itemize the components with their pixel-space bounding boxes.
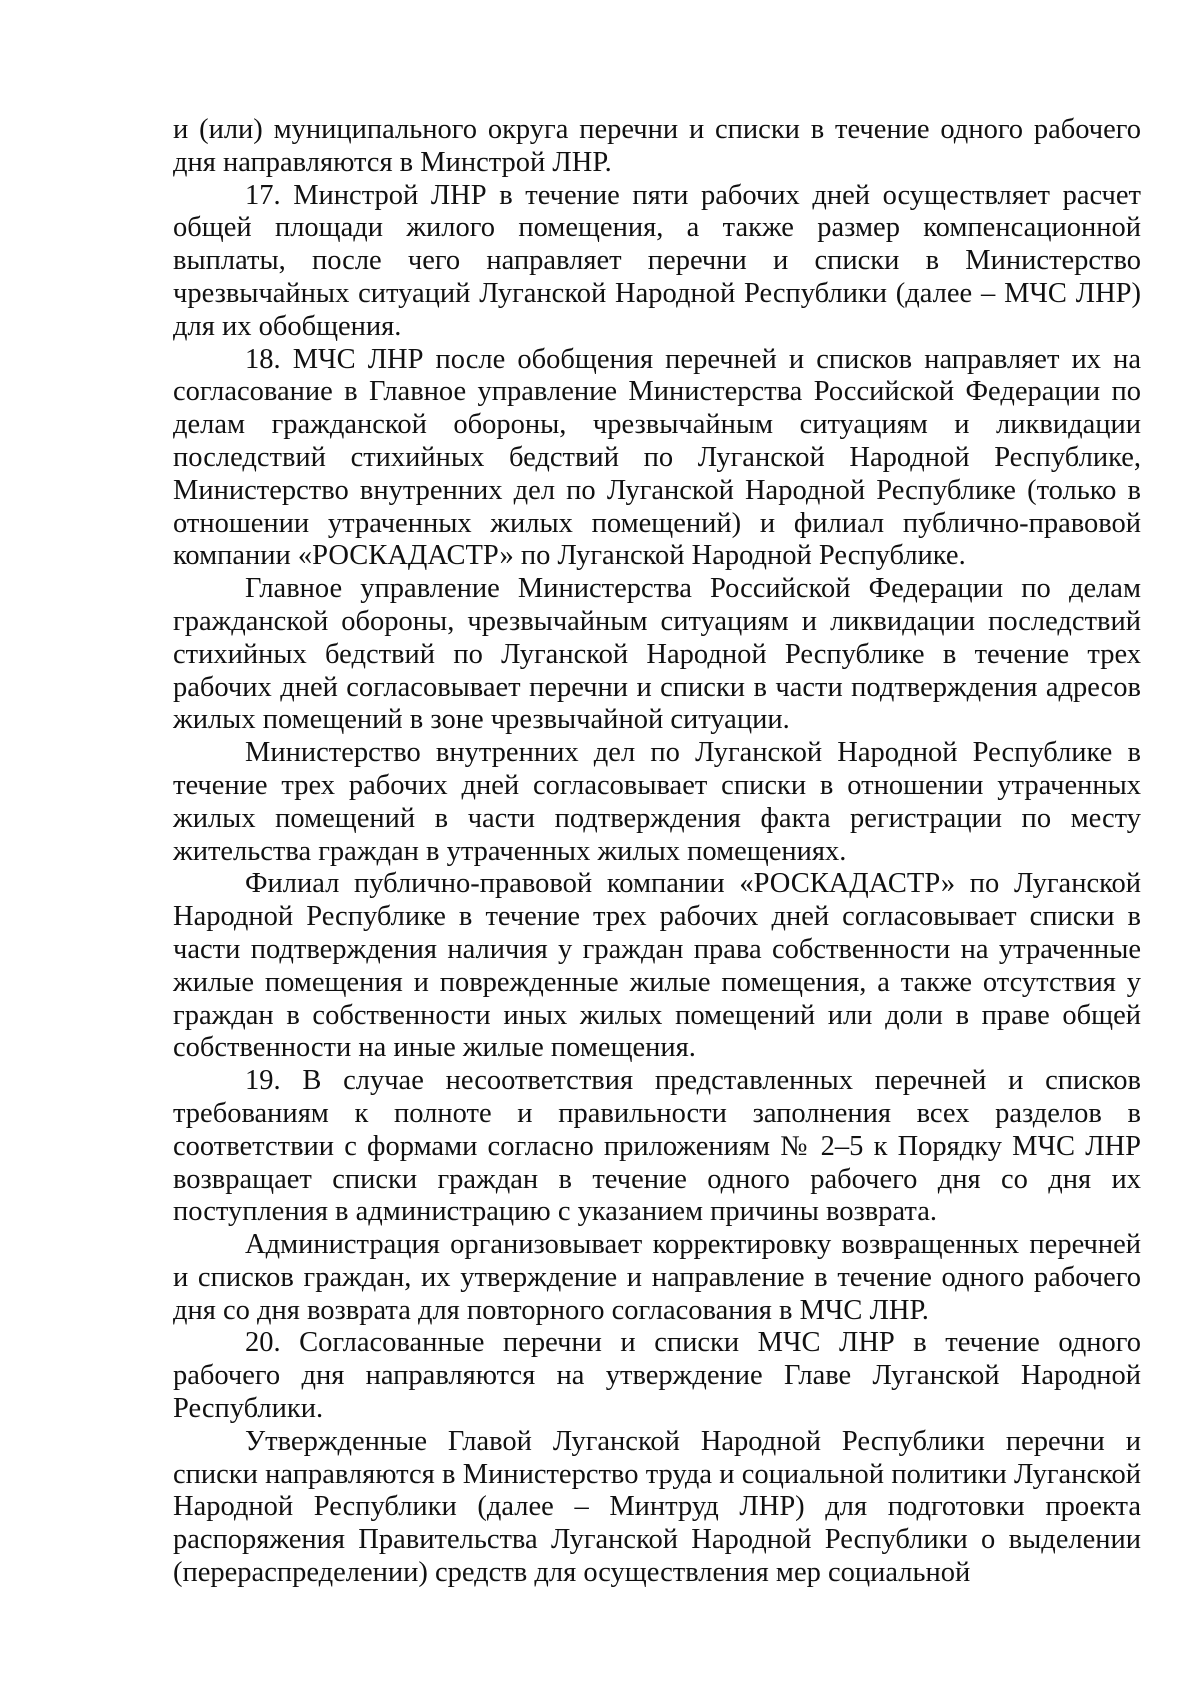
paragraph-item-20: 20. Согласованные перечни и списки МЧС ЛНР в течение одного рабочего дня направляются на утверждение Главе Луганской Народной Республики. bbox=[173, 1327, 1141, 1425]
paragraph-item-18: 18. МЧС ЛНР после обобщения перечней и списков направляет их на согласование в Главное управление Министерства Российской Федерации по делам гражданской обороны, чрезвычайным ситуациям и ликвидации последствий стихийных бедствий по Луганской Народной Республике, Министерство внутренних дел по Луганской Народной Республике (только в отношении утраченных жилых помещений) и филиал публично-правовой компании «РОСКАДАСТР» по Луганской Народной Республике. bbox=[173, 343, 1141, 572]
paragraph-emergency-directorate: Главное управление Министерства Российской Федерации по делам гражданской обороны, чрезвычайным ситуациям и ликвидации последствий стихийных бедствий по Луганской Народной Республике в течение трех рабочих дней согласовывает перечни и списки в части подтверждения адресов жилых помещений в зоне чрезвычайной ситуации. bbox=[173, 573, 1141, 736]
paragraph-item-17: 17. Минстрой ЛНР в течение пяти рабочих дней осуществляет расчет общей площади жилого помещения, а также размер компенсационной выплаты, после чего направляет перечни и списки в Министерство чрезвычайных ситуаций Луганской Народной Республики (далее – МЧС ЛНР) для их обобщения. bbox=[173, 179, 1141, 342]
paragraph-interior-ministry: Министерство внутренних дел по Луганской Народной Республике в течение трех рабочих дней согласовывает списки в отношении утраченных жилых помещений в части подтверждения факта регистрации по месту жительства граждан в утраченных жилых помещениях. bbox=[173, 737, 1141, 867]
paragraph-roskadastr-branch: Филиал публично-правовой компании «РОСКАДАСТР» по Луганской Народной Республике в течение трех рабочих дней согласовывает списки в части подтверждения наличия у граждан права собственности на утраченные жилые помещения и поврежденные жилые помещения, а также отсутствия у граждан в собственности иных жилых помещений или доли в праве общей собственности на иные жилые помещения. bbox=[173, 868, 1141, 1064]
paragraph-item-19: 19. В случае несоответствия представленных перечней и списков требованиям к полноте и правильности заполнения всех разделов в соответствии с формами согласно приложениям № 2–5 к Порядку МЧС ЛНР возвращает списки граждан в течение одного рабочего дня со дня их поступления в администрацию с указанием причины возврата. bbox=[173, 1065, 1141, 1228]
document-body bbox=[173, 114, 1141, 1590]
paragraph-continuation: и (или) муниципального округа перечни и списки в течение одного рабочего дня направляются в Минстрой ЛНР. bbox=[173, 114, 1141, 178]
paragraph-administration: Администрация организовывает корректировку возвращенных перечней и списков граждан, их утверждение и направление в течение одного рабочего дня со дня возврата для повторного согласования в МЧС ЛНР. bbox=[173, 1229, 1141, 1326]
paragraph-approved-lists: Утвержденные Главой Луганской Народной Республики перечни и списки направляются в Министерство труда и социальной политики Луганской Народной Республики (далее – Минтруд ЛНР) для подготовки проекта распоряжения Правительства Луганской Народной Республики о выделении (перераспределении) средств для осуществления мер социальной bbox=[173, 1425, 1141, 1589]
